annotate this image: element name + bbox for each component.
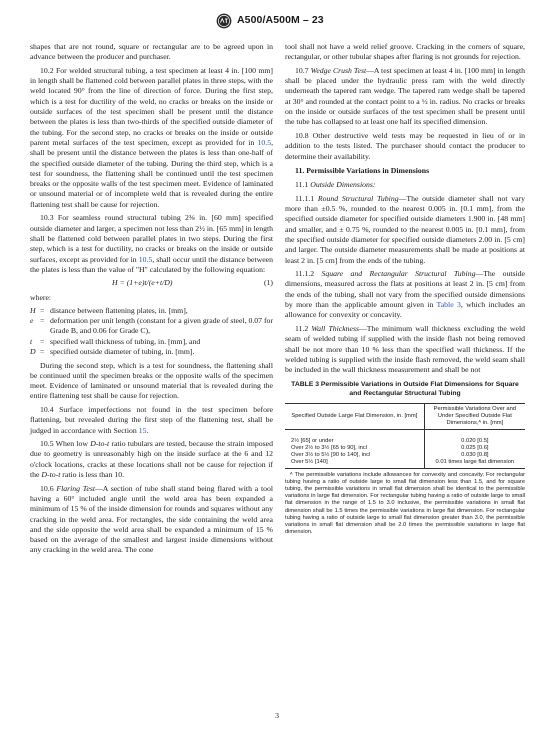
equals-sign: = [40, 336, 45, 346]
standard-designation: A500/A500M – 23 [237, 14, 324, 26]
definition-list [30, 306, 273, 357]
paragraph-text: 11.2 [295, 323, 312, 333]
definition-symbol: t [30, 336, 33, 346]
table-cell: Over 2½ to 3½ [65 to 90], incl [285, 445, 424, 452]
table-cell: 0.025 [0.6] [461, 444, 489, 451]
italic-term: Square and Rectangular Structural Tubing [321, 269, 476, 279]
paragraph-text: 10.4 Surface imperfections not found in the test specimen before flattening, but revealed during the first step of the flattening test, shall be judged in accordance with Section [30, 404, 273, 435]
right-column [285, 42, 525, 536]
table-row [285, 459, 525, 469]
paragraph-text: 11.1.2 [295, 269, 322, 279]
astm-logo-icon [216, 13, 232, 29]
table-cell: 2½ [65] or under [285, 438, 424, 445]
table-row [285, 445, 525, 452]
italic-term: Wall Thickness [311, 323, 360, 333]
equals-sign: = [40, 346, 45, 356]
equals-sign: = [40, 316, 45, 326]
paragraph-text: 10.5 When low [40, 439, 91, 449]
definition-symbol: D [30, 346, 36, 356]
definition-text: specified wall thickness of tubing, in. [mm], and [50, 336, 201, 346]
paragraph-text: 10.8 Other destructive weld tests may be requested in lieu of or in addition to the tests listed. The purchaser should contact the producer to determine their availability. [285, 130, 525, 161]
paragraph-text: —The outside dimensions, measured across the flats at positions at least 2 in. [5 cm] from the ends of the tubing, shall not vary from the specified outside dimensions by more than the applicable amount given in [285, 269, 525, 310]
paragraph-10-5 [30, 439, 273, 480]
paragraph-text: , shall be present until the distance between the plates is less than one-half of the specified outside diameter of the tubing. During the third step, which is a test for soundness, the flattening shall be continued until the test specimen breaks or the opposite walls of the test specimen meet. Evidence of laminated or unsound material or of incomplete weld that is revealed during the entire flattening test shall be cause for rejection. [30, 137, 273, 209]
left-column [30, 42, 273, 559]
table-link[interactable]: Table 3 [436, 300, 461, 310]
definition-symbol: H [30, 305, 36, 315]
table-spacer [285, 429, 525, 438]
table-title: TABLE 3 Permissible Variations in Outside Flat Dimensions for Square and Rectangular Structural Tubing [291, 381, 519, 397]
italic-term: D-to-t [90, 439, 110, 449]
section-link[interactable]: 15 [138, 425, 147, 435]
paragraph-text: , which includes an allowance for convexity or concavity. [285, 300, 525, 320]
table-cell: Over 5½ [140] [285, 459, 424, 469]
paragraph-text: —The outside diameter shall not vary more than ±0.5 %, rounded to the nearest 0.005 in. [0.1 mm], from the specified outside diameter for specified outside diameters 1.900 in. [48 mm] and smaller, and ± 0.75 %, rounded to the nearest 0.005 in. [0.1 mm], from the specified outside diameter for specified outside diameters 2.00 in. [5 cm] and larger. The outside diameter measurements shall be made at positions at least 2 in. [5 cm] from the ends of the tubing. [285, 193, 526, 265]
table-cell: 0.01 times large flat dimension [424, 459, 525, 469]
paragraph-text: tool shall not have a weld relief groove. Cracking in the corners of square, rectangular, or other tubular shapes after flaring is not grounds for rejection. [285, 42, 525, 62]
table-cell [285, 429, 424, 438]
paragraph-text: 11.1 [295, 180, 311, 190]
italic-term: Wedge Crush Test [310, 65, 367, 75]
equation-expression: H = (1+e)t/(e+t/D) [112, 278, 173, 288]
paragraph-11-1-2 [285, 269, 525, 320]
paragraph-10-3 [30, 213, 273, 275]
table-cell: 0.020 [0.5] [461, 437, 489, 444]
italic-term: Flaring Test [56, 483, 96, 493]
equation [30, 278, 273, 290]
section-heading: 11. Permissible Variations in Dimensions [295, 165, 430, 175]
italic-term: Outside Dimensions: [310, 180, 376, 190]
equals-sign: = [40, 305, 45, 315]
definition-text: distance between flattening plates, in. [mm], [50, 305, 188, 315]
paragraph-text: 10.3 For seamless round structural tubing 2⅜ in. [60 mm] specified outside diameter and larger, a specimen not less than 2½ in. [65 mm] in length shall be flattened cold between parallel plates in two steps. During the first step, which is a test for ductility, no cracks or breaks on the inside or outside surfaces, except as provided for in [30, 213, 273, 264]
paragraph-text: —A section of tube shall stand being flared with a tool having a 60° included angle until the weld area has been expanded a minimum of 15 % of the inside dimension for rounds and squares without any cracking in the weld area. For rectangles, the side containing the weld area and the side opposite the weld area shall be expanded a minimum of 15 % based on the average of the smallest and largest inside dimensions without any cracking in the weld area. The cone [30, 483, 274, 555]
paragraph-text: During the second step, which is a test for soundness, the flattening shall be continued until the specimen breaks or the opposite walls of the specimen meet. Evidence of laminated or unsound material that is revealed during the entire flattening test shall be cause for rejection. [30, 360, 273, 401]
definition-item [30, 316, 273, 337]
paragraph [30, 361, 273, 402]
definition-item [30, 337, 273, 347]
paragraph-text: —The minimum wall thickness excluding the weld seam of welded tubing if supplied with the inside flash not being removed shall be not more than 10 % less than the specified wall thickness. If the welded tubing is supplied with the inside flash removed, the weld seam shall be included in the wall thickness measurement and shall be not [285, 323, 525, 375]
paragraph-text: shapes that are not round, square or rectangular are to be agreed upon in advance between the producer and purchaser. [30, 42, 273, 62]
paragraph-text: 10.7 [295, 65, 311, 75]
italic-term: Round Structural Tubing [317, 193, 399, 203]
section-link[interactable]: 10.5 [257, 137, 272, 147]
table-cell: Over 3½ to 5½ [90 to 140], incl [285, 452, 424, 459]
paragraph-10-4 [30, 405, 273, 436]
table-header-row [285, 403, 525, 429]
table-row [285, 438, 525, 445]
paragraph [30, 42, 273, 63]
paragraph-text: . [146, 425, 149, 435]
table-footnote: ᴬ The permissible variations include allowances for convexity and concavity. For rectangular tubing having a ratio of outside large to small flat dimension less than 1.5, and for square tubing, the permissible variations in small flat dimension shall be identical to the permissible variations in large flat dimension. For rectangular tubing having a ratio of outside large to small flat dimension in the range of 1.5 to 3.0 inclusive, the permissible variations in small flat dimension shall be 1.5 times the permissible variations in large flat dimension. For rectangular tubing having a ratio of outside large to small flat dimension greater than 3.0, the permissible variations in small flat dimension shall be 2.0 times the permissible variations in large flat dimension. [285, 471, 525, 536]
paragraph [285, 42, 525, 63]
table-cell [424, 429, 525, 438]
paragraph-11-1-1 [285, 194, 525, 266]
page-header [0, 13, 554, 29]
paragraph-11-2 [285, 324, 525, 375]
column-header: Specified Outside Large Flat Dimension, in. [mm] [285, 403, 424, 429]
paragraph-text: 11.1.1 [295, 193, 318, 203]
paragraph-text: —A test specimen at least 4 in. [100 mm] in length shall be placed under the hydraulic press ram with the weld directly underneath the tapered ram wedge. The tapered ram wedge shall be tapered at 30° and rounded at the contact point to a ½ in. radius. No cracks or breaks on the inside or outside surfaces of the test specimen shall be present until the tube has collapsed to at least one half its specified dimension. [285, 65, 525, 127]
section-link[interactable]: 10.5 [138, 254, 153, 264]
definition-symbol: e [30, 316, 34, 326]
paragraph-text: ratio is less than 10. [60, 470, 125, 480]
table-3 [285, 403, 525, 469]
column-header: Permissible Variations Over and Under Specified Outside Flat Dimensions,ᴬ in. [mm] [424, 403, 525, 429]
definition-item [30, 306, 273, 316]
where-label: where: [30, 293, 52, 303]
paragraph-text: ratio tubulars are tested, because the strain imposed due to geometry is unreasonably high on the inside surface at the 6 and 12 o'clock locations, cracks at these locations shall not be cause for rejection if the [30, 439, 273, 480]
paragraph-10-2 [30, 66, 273, 210]
paragraph-10-6 [30, 484, 273, 556]
paragraph-11-1 [285, 180, 525, 190]
equation-number: (1) [263, 278, 273, 288]
paragraph-10-8 [285, 131, 525, 162]
page-number: 3 [275, 711, 279, 720]
definition-item [30, 347, 273, 357]
paragraph-10-7 [285, 66, 525, 128]
italic-term: D-to-t [41, 470, 61, 480]
definition-text: specified outside diameter of tubing, in. [mm]. [50, 346, 195, 356]
table-row [285, 452, 525, 459]
paragraph-text: 10.6 [40, 483, 57, 493]
paragraph-text: , shall occur until the distance between the plates is less than the value of "H" calculated by the following equation: [30, 254, 273, 274]
table-cell: 0.030 [0.8] [461, 451, 489, 458]
paragraph-text: 10.2 For welded structural tubing, a test specimen at least 4 in. [100 mm] in length shall be flattened cold between parallel plates in three steps, with the weld located 90° from the line of direction of force. During the first step, which is a test for ductility of the weld, no cracks or breaks on the inside or outside surfaces of the test specimen shall be present until the distance between the plates is less than two-thirds of the specified outside diameter of the tubing. For the second step, no cracks or breaks on the inside or outside parent metal surfaces of the test specimen, except as provided for in [30, 65, 273, 147]
definition-text: deformation per unit length (constant for a given grade of steel, 0.07 for Grade B, and 0.06 for Grade C), [50, 316, 273, 336]
